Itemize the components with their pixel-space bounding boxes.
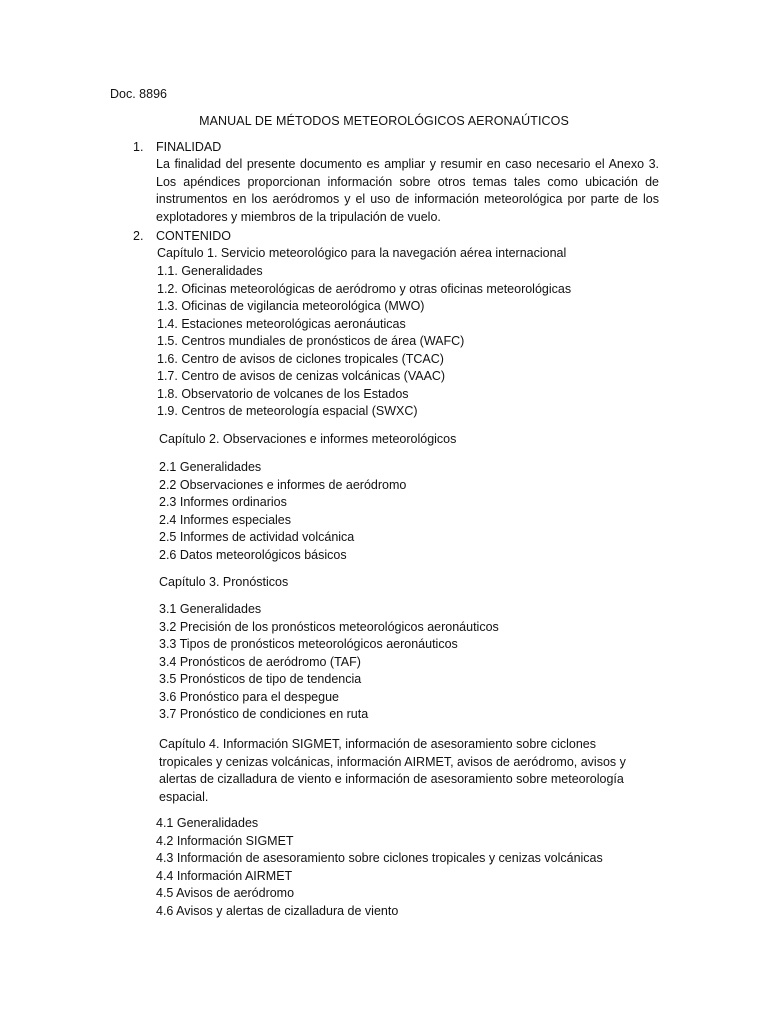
chapter-item-list — [157, 263, 571, 421]
chapter-item-list — [159, 601, 499, 724]
list-item: 4.3 Información de asesoramiento sobre ciclones tropicales y cenizas volcánicas — [156, 851, 603, 865]
list-item: 2.2 Observaciones e informes de aeródromo — [159, 477, 407, 492]
list-item: 1.2. Oficinas meteorológicas de aeródromo y otras oficinas meteorológicas — [157, 281, 572, 296]
list-item: 4.2 Información SIGMET — [156, 833, 294, 848]
chapter-title: Capítulo 3. Pronósticos — [159, 575, 289, 589]
document-number: Doc. 8896 — [110, 87, 167, 101]
list-item: 3.6 Pronóstico para el despegue — [159, 689, 339, 704]
list-item: 1.7. Centro de avisos de cenizas volcánicas (VAAC) — [157, 369, 446, 383]
chapter-item-list — [156, 815, 603, 920]
list-item: 4.5 Avisos de aeródromo — [156, 886, 295, 900]
list-item: 1.3. Oficinas de vigilancia meteorológica (MWO) — [157, 299, 425, 313]
list-item: 2.3 Informes ordinarios — [159, 495, 287, 509]
list-item: 3.7 Pronóstico de condiciones en ruta — [159, 707, 369, 721]
section-title: FINALIDAD — [156, 140, 222, 154]
list-item: 3.1 Generalidades — [159, 602, 262, 616]
list-item: 1.8. Observatorio de volcanes de los Estados — [157, 386, 409, 401]
finalidad-paragraph: La finalidad del presente documento es ampliar y resumir en caso necesario el Anexo 3. Los apéndices proporcionan información sobre otros temas tales como ubicación de instrumentos en los aeródromos y el uso de información meteorológica por parte de los explotadores y miembros de la tripulación de vuelo. — [156, 157, 659, 224]
list-item: 2.5 Informes de actividad volcánica — [159, 530, 355, 544]
list-item: 4.4 Información AIRMET — [156, 868, 293, 883]
list-item: 1.4. Estaciones meteorológicas aeronáuticas — [157, 316, 406, 331]
list-item: 1.6. Centro de avisos de ciclones tropicales (TCAC) — [157, 351, 444, 366]
document-title: MANUAL DE MÉTODOS METEOROLÓGICOS AERONAÚTICOS — [199, 114, 569, 128]
list-item: 1.9. Centros de meteorología espacial (SWXC) — [157, 404, 418, 418]
section-number: 2. — [133, 229, 144, 243]
section-title: CONTENIDO — [156, 229, 231, 243]
list-item: 3.4 Pronósticos de aeródromo (TAF) — [159, 654, 361, 669]
list-item: 2.4 Informes especiales — [159, 512, 292, 527]
chapter-title: Capítulo 4. Información SIGMET, información de asesoramiento sobre ciclones tropicales y cenizas volcánicas, información AIRMET, avisos de aeródromo, avisos y alertas de cizalladura de viento e información de asesoramiento sobre meteorología espacial. — [159, 737, 626, 804]
chapter-title: Capítulo 1. Servicio meteorológico para la navegación aérea internacional — [157, 246, 567, 260]
list-item: 4.6 Avisos y alertas de cizalladura de viento — [156, 903, 399, 918]
chapter-item-list — [159, 459, 406, 564]
list-item: 3.2 Precisión de los pronósticos meteorológicos aeronáuticos — [159, 619, 499, 634]
section-number: 1. — [133, 140, 144, 154]
list-item: 3.5 Pronósticos de tipo de tendencia — [159, 672, 362, 686]
chapter-title: Capítulo 2. Observaciones e informes meteorológicos — [159, 432, 457, 446]
section-heading-contenido — [133, 228, 231, 246]
list-item: 4.1 Generalidades — [156, 816, 259, 830]
list-item: 3.3 Tipos de pronósticos meteorológicos aeronáuticos — [159, 637, 458, 651]
list-item: 2.1 Generalidades — [159, 460, 262, 474]
list-item: 2.6 Datos meteorológicos básicos — [159, 547, 347, 562]
list-item: 1.1. Generalidades — [157, 264, 263, 278]
section-heading-finalidad — [133, 139, 221, 157]
list-item: 1.5. Centros mundiales de pronósticos de área (WAFC) — [157, 334, 465, 348]
